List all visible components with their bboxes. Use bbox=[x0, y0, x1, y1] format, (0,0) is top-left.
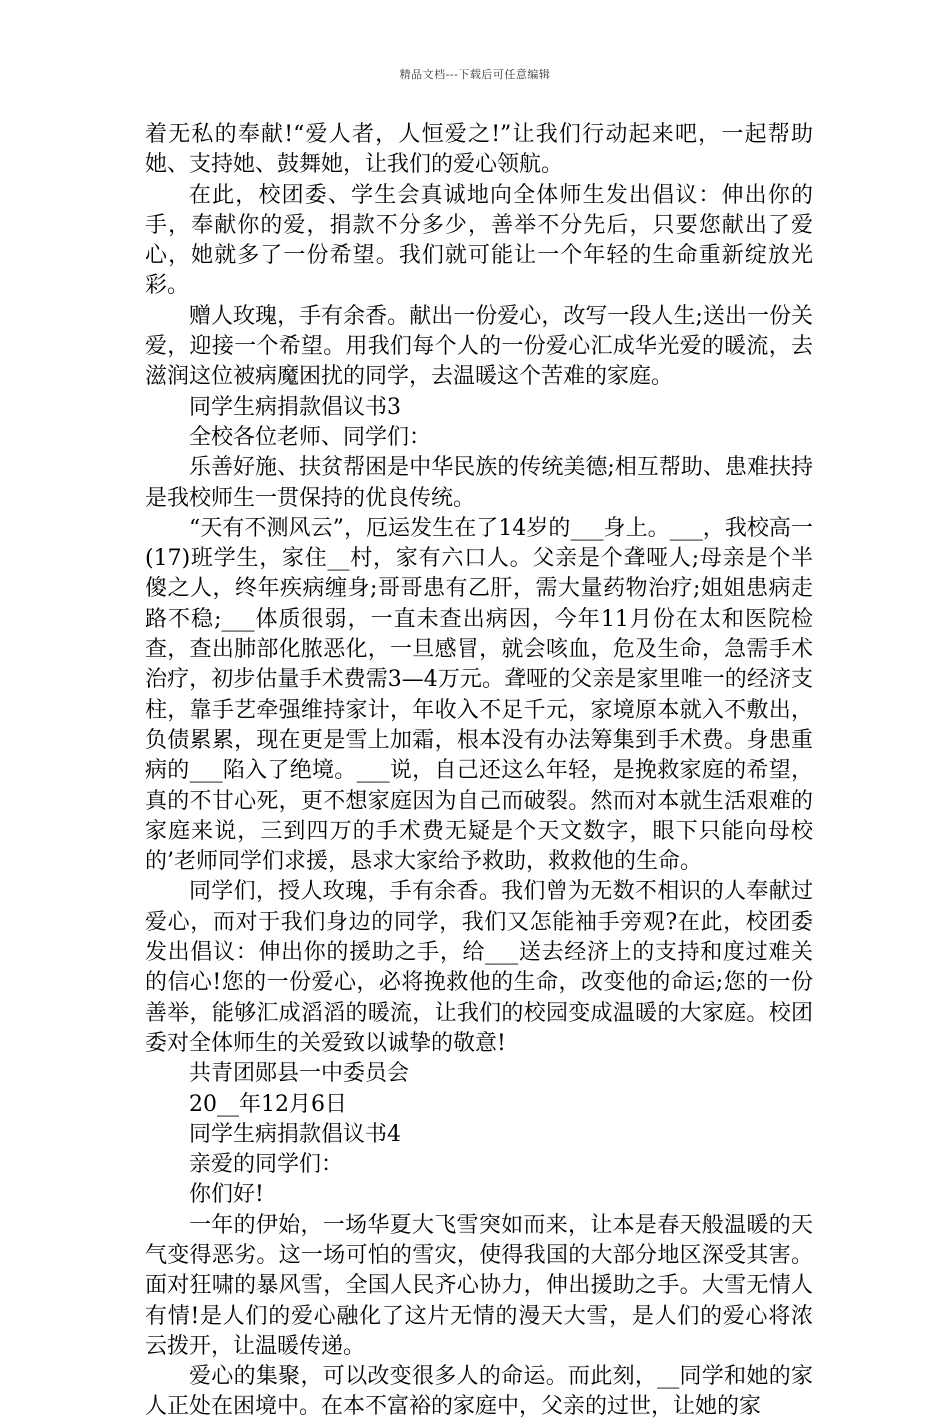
paragraph-5: “天有不测风云”，厄运发生在了14岁的___身上。___，我校高一(17)班学生，家住__村，家有六口人。父亲是个聋哑人;母亲是个半傻之人，终年疾病缠身;哥哥患有乙肝，需大量药物治疗;姐姐患病走路不稳;___体质很弱，一直未查出病因，今年11月份在太和医院检查，查出肺部化脓恶化，一旦感冒，就会咳血，危及生命，急需手术治疗，初步估量手术费需3—4万元。聋哑的父亲是家里唯一的经济支柱，靠手艺牵强维持家计，年收入不足千元，家境原本就入不敷出，负债累累，现在更是雪上加霜，根本没有办法筹集到手术费。身患重病的___陷入了绝境。___说，自己还这么年轻，是挽救家庭的希望，真的不甘心死，更不想家庭因为自己而破裂。然而对本就生活艰难的家庭来说，三到四万的手术费无疑是个天文数字，眼下只能向母校的’老师同学们求援，恳求大家给予救助，救救他的生命。 bbox=[145, 515, 813, 875]
paragraph-3: 赠人玫瑰，手有余香。献出一份爱心，改写一段人生;送出一份关爱，迎接一个希望。用我们每个人的一份爱心汇成华光爱的暖流，去滋润这位被病魔困扰的同学，去温暖这个苦难的家庭。 bbox=[145, 303, 813, 390]
paragraph-7: 一年的伊始，一场华夏大飞雪突如而来，让本是春天般温暖的天气变得恶劣。这一场可怕的雪灾，使得我国的大部分地区深受其害。面对狂啸的暴风雪，全国人民齐心协力，伸出援助之手。大雪无情人有情!是人们的爱心融化了这片无情的漫天大雪，是人们的爱心将浓云拨开，让温暖传递。 bbox=[145, 1212, 813, 1359]
paragraph-4: 乐善好施、扶贫帮困是中华民族的传统美德;相互帮助、患难扶持是我校师生一贯保持的优良传统。 bbox=[145, 455, 813, 511]
paragraph-1: 着无私的奉献!“爱人者，人恒爱之!”让我们行动起来吧，一起帮助她、支持她、鼓舞她，让我们的爱心领航。 bbox=[145, 122, 813, 178]
paragraph-6: 同学们，授人玫瑰，手有余香。我们曾为无数不相识的人奉献过爱心，而对于我们身边的同学，我们又怎能袖手旁观?在此，校团委发出倡议：伸出你的援助之手，给___送去经济上的支持和度过难关的信心!您的一份爱心，必将挽救他的生命，改变他的命运;您的一份善举，能够汇成滔滔的暖流，让我们的校园变成温暖的大家庭。校团委对全体师生的关爱致以诚挚的敬意! bbox=[145, 879, 813, 1056]
salutation-4: 亲爱的同学们： bbox=[189, 1152, 344, 1178]
signature-date: 20__年12月6日 bbox=[189, 1091, 347, 1117]
section-title-4: 同学生病捐款倡议书4 bbox=[189, 1121, 401, 1147]
greeting: 你们好! bbox=[189, 1182, 264, 1208]
paragraph-8: 爱心的集聚，可以改变很多人的命运。而此刻，__同学和她的家人正处在困境中。在本不富裕的家庭中，父亲的过世，让她的家 bbox=[145, 1364, 813, 1420]
paragraph-2: 在此，校团委、学生会真诚地向全体师生发出倡议：伸出你的手，奉献你的爱，捐款不分多少，善举不分先后，只要您献出了爱心，她就多了一份希望。我们就可能让一个年轻的生命重新绽放光彩。 bbox=[145, 182, 813, 299]
signature-org: 共青团郧县一中委员会 bbox=[189, 1061, 410, 1087]
section-title-3: 同学生病捐款倡议书3 bbox=[189, 394, 401, 420]
salutation-3: 全校各位老师、同学们： bbox=[189, 424, 432, 450]
page-header: 精品文档---下载后可任意编辑 bbox=[399, 68, 551, 81]
document-body bbox=[145, 120, 813, 1423]
